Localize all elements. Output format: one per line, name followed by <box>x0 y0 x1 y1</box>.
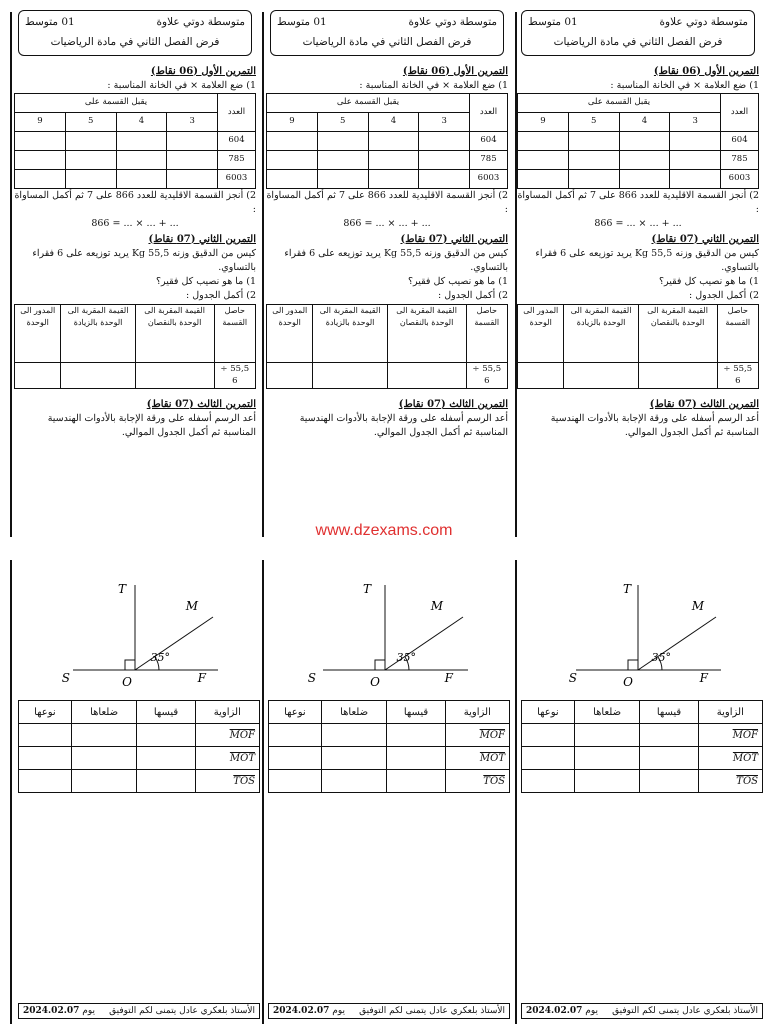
teacher-note: الأستاذ بلعكري عادل يتمنى لكم التوفيق <box>359 1006 505 1016</box>
header-measure: قيسها <box>137 701 195 724</box>
header-quotient: حاصل القسمة <box>466 304 507 362</box>
exercise-1-q1: 1) ضع العلامة × في الخانة المناسبة : <box>107 79 256 91</box>
watermark-link[interactable]: www.dzexams.com <box>315 522 453 539</box>
col-number-header: العدد <box>721 93 759 131</box>
angle-cell: TOS <box>445 770 509 793</box>
angle-cell: MOT <box>195 747 259 770</box>
table-row <box>267 169 508 188</box>
table-row <box>269 747 510 770</box>
divisor-3: 3 <box>167 112 218 131</box>
table-row <box>522 724 763 747</box>
divisor-5: 5 <box>317 112 368 131</box>
rounding-table <box>517 304 759 390</box>
division-cell: 55,5 ÷ 6 <box>717 362 758 389</box>
header-angle: الزاوية <box>698 701 762 724</box>
label-T: T <box>117 582 126 596</box>
table-row <box>267 150 508 169</box>
column-divider <box>10 12 12 537</box>
table-row <box>269 724 510 747</box>
footer <box>521 1003 763 1019</box>
exercise-2-q1: 1) ما هو نصيب كل فقير؟ <box>407 276 508 287</box>
exercise-2-title: التمرين الثاني (07 نقاط) <box>400 233 508 245</box>
exam-column <box>14 10 256 441</box>
column-divider <box>10 560 12 1024</box>
date-label: يوم <box>585 1006 598 1016</box>
exam-header <box>18 10 252 56</box>
table-row <box>518 150 759 169</box>
number-cell: 604 <box>218 131 256 150</box>
divisor-9: 9 <box>267 112 318 131</box>
divisibility-table <box>266 93 508 189</box>
exam-title: فرض الفصل الثاني في مادة الرياضيات <box>553 35 723 48</box>
header-measure: قيسها <box>387 701 445 724</box>
number-cell: 604 <box>721 131 759 150</box>
figure-column <box>268 565 510 793</box>
header-rounded: المدور الى الوحدة <box>267 304 313 362</box>
number-cell: 6003 <box>721 169 759 188</box>
col-divisible-header: يقبل القسمة على <box>15 93 218 112</box>
label-F: F <box>699 671 708 685</box>
exam-title: فرض الفصل الثاني في مادة الرياضيات <box>50 35 220 48</box>
angle-figure <box>521 565 763 700</box>
col-number-header: العدد <box>470 93 508 131</box>
exam-header <box>270 10 504 56</box>
header-quotient: حاصل القسمة <box>214 304 255 362</box>
exercise-2-q2: 2) أكمل الجدول : <box>185 290 256 302</box>
divisor-9: 9 <box>15 112 66 131</box>
divisor-4: 4 <box>116 112 167 131</box>
header-lower: القيمة المقربة الى الوحدة بالنقصان <box>638 304 717 362</box>
number-cell: 785 <box>218 150 256 169</box>
col-divisible-header: يقبل القسمة على <box>267 93 470 112</box>
label-S: S <box>61 671 70 685</box>
label-S: S <box>568 671 577 685</box>
header-sides: ضلعاها <box>574 701 640 724</box>
equality: 866 = ... × ... + ... <box>91 218 179 230</box>
table-row <box>19 724 260 747</box>
table-row <box>522 747 763 770</box>
header-angle: الزاوية <box>195 701 259 724</box>
exam-column <box>517 10 759 441</box>
teacher-note: الأستاذ بلعكري عادل يتمنى لكم التوفيق <box>612 1006 758 1016</box>
table-row <box>15 131 256 150</box>
angle-cell: MOF <box>195 724 259 747</box>
exercise-1-q2: 2) أنجز القسمة الاقليدية للعدد 866 على 7 ثم أكمل المساواة : <box>14 189 256 215</box>
col-divisible-header: يقبل القسمة على <box>518 93 721 112</box>
exercise-3-title: التمرين الثالث (07 نقاط) <box>398 399 508 410</box>
exercise-3-title: التمرين الثالث (07 نقاط) <box>146 399 256 410</box>
exam-date: 2024.02.07 <box>23 1006 80 1016</box>
footer <box>18 1003 260 1019</box>
school-name: متوسطة دوتي علاوة <box>156 16 245 28</box>
exercise-1-q2: 2) أنجز القسمة الاقليدية للعدد 866 على 7 ثم أكمل المساواة : <box>266 189 508 215</box>
exercise-1-title: التمرين الأول (06 نقاط) <box>150 65 256 77</box>
label-S: S <box>307 671 316 685</box>
exercise-3-statement: أعد الرسم أسفله على ورقة الإجابة بالأدوات الهندسية المناسبة ثم أكمل الجدول الموالي. <box>299 413 508 439</box>
table-row <box>267 131 508 150</box>
exam-header <box>521 10 755 56</box>
header-upper: القيمة المقربة الى الوحدة بالزيادة <box>564 304 638 362</box>
label-M: M <box>691 599 704 613</box>
date-label: يوم <box>332 1006 345 1016</box>
divisor-5: 5 <box>65 112 116 131</box>
label-M: M <box>185 599 198 613</box>
table-row <box>19 770 260 793</box>
exercise-1-title: التمرين الأول (06 نقاط) <box>653 65 759 77</box>
header-upper: القيمة المقربة الى الوحدة بالزيادة <box>61 304 135 362</box>
footer <box>268 1003 510 1019</box>
number-cell: 6003 <box>218 169 256 188</box>
table-row <box>15 150 256 169</box>
date-label: يوم <box>82 1006 95 1016</box>
header-sides: ضلعاها <box>321 701 387 724</box>
exercise-2-q1: 1) ما هو نصيب كل فقير؟ <box>155 276 256 287</box>
table-row <box>522 770 763 793</box>
equality: 866 = ... × ... + ... <box>343 218 431 230</box>
divisibility-table <box>517 93 759 189</box>
number-cell: 6003 <box>470 169 508 188</box>
rounding-table <box>266 304 508 390</box>
angle-label: 35° <box>396 651 416 664</box>
school-name: متوسطة دوتي علاوة <box>659 16 748 28</box>
figure-column <box>521 565 763 793</box>
column-divider <box>262 560 264 1024</box>
level: 01 متوسط <box>25 16 75 28</box>
division-cell: 55,5 ÷ 6 <box>214 362 255 389</box>
divisor-9: 9 <box>518 112 569 131</box>
label-T: T <box>622 582 631 596</box>
header-upper: القيمة المقربة الى الوحدة بالزيادة <box>313 304 387 362</box>
level: 01 متوسط <box>528 16 578 28</box>
number-cell: 785 <box>721 150 759 169</box>
exercise-2-statement: كيس من الدقيق وزنه 55,5 Kg يريد توزيعه على 6 فقراء بالتساوي. <box>535 247 759 273</box>
rounding-table <box>14 304 256 390</box>
divisor-3: 3 <box>670 112 721 131</box>
number-cell: 785 <box>470 150 508 169</box>
divisor-3: 3 <box>419 112 470 131</box>
table-row <box>15 169 256 188</box>
exercise-2-statement: كيس من الدقيق وزنه 55,5 Kg يريد توزيعه على 6 فقراء بالتساوي. <box>284 247 508 273</box>
school-name: متوسطة دوتي علاوة <box>408 16 497 28</box>
table-row <box>19 747 260 770</box>
exercise-2-title: التمرين الثاني (07 نقاط) <box>148 233 256 245</box>
table-row <box>518 131 759 150</box>
divisibility-table <box>14 93 256 189</box>
exercise-1-title: التمرين الأول (06 نقاط) <box>402 65 508 77</box>
exercise-1-q2: 2) أنجز القسمة الاقليدية للعدد 866 على 7 ثم أكمل المساواة : <box>517 189 759 215</box>
angle-cell: MOT <box>698 747 762 770</box>
header-type: نوعها <box>269 701 322 724</box>
header-type: نوعها <box>19 701 72 724</box>
label-M: M <box>430 599 443 613</box>
angle-cell: MOT <box>445 747 509 770</box>
exam-date: 2024.02.07 <box>526 1006 583 1016</box>
exercise-2-q1: 1) ما هو نصيب كل فقير؟ <box>658 276 759 287</box>
header-rounded: المدور الى الوحدة <box>15 304 61 362</box>
angle-cell: TOS <box>195 770 259 793</box>
angle-cell: TOS <box>698 770 762 793</box>
table-row <box>518 169 759 188</box>
angle-label: 35° <box>150 651 170 664</box>
header-type: نوعها <box>522 701 575 724</box>
exercise-3-statement: أعد الرسم أسفله على ورقة الإجابة بالأدوات الهندسية المناسبة ثم أكمل الجدول الموالي. <box>47 413 256 439</box>
divisor-4: 4 <box>368 112 419 131</box>
teacher-note: الأستاذ بلعكري عادل يتمنى لكم التوفيق <box>109 1006 255 1016</box>
angle-figure <box>268 565 510 700</box>
header-sides: ضلعاها <box>71 701 137 724</box>
label-F: F <box>197 671 206 685</box>
header-quotient: حاصل القسمة <box>717 304 758 362</box>
exercise-2-title: التمرين الثاني (07 نقاط) <box>651 233 759 245</box>
figure-column <box>18 565 260 793</box>
exercise-2-statement: كيس من الدقيق وزنه 55,5 Kg يريد توزيعه على 6 فقراء بالتساوي. <box>32 247 256 273</box>
column-divider <box>262 12 264 537</box>
column-divider <box>515 560 517 1024</box>
header-measure: قيسها <box>640 701 698 724</box>
label-O: O <box>122 675 132 689</box>
angle-label: 35° <box>651 651 671 664</box>
exam-title: فرض الفصل الثاني في مادة الرياضيات <box>302 35 472 48</box>
level: 01 متوسط <box>277 16 327 28</box>
header-lower: القيمة المقربة الى الوحدة بالنقصان <box>387 304 466 362</box>
exercise-1-q1: 1) ضع العلامة × في الخانة المناسبة : <box>610 79 759 91</box>
exercise-2-q2: 2) أكمل الجدول : <box>437 290 508 302</box>
label-F: F <box>444 671 453 685</box>
angle-table <box>18 700 260 793</box>
table-row <box>269 770 510 793</box>
division-cell: 55,5 ÷ 6 <box>466 362 507 389</box>
angle-cell: MOF <box>445 724 509 747</box>
header-lower: القيمة المقربة الى الوحدة بالنقصان <box>135 304 214 362</box>
header-rounded: المدور الى الوحدة <box>518 304 564 362</box>
exam-date: 2024.02.07 <box>273 1006 330 1016</box>
angle-figure <box>18 565 260 700</box>
angle-cell: MOF <box>698 724 762 747</box>
label-T: T <box>362 582 371 596</box>
exercise-3-statement: أعد الرسم أسفله على ورقة الإجابة بالأدوات الهندسية المناسبة ثم أكمل الجدول الموالي. <box>550 413 759 439</box>
angle-table <box>521 700 763 793</box>
equality: 866 = ... × ... + ... <box>594 218 682 230</box>
exercise-1-q1: 1) ضع العلامة × في الخانة المناسبة : <box>359 79 508 91</box>
header-angle: الزاوية <box>445 701 509 724</box>
exercise-3-title: التمرين الثالث (07 نقاط) <box>649 399 759 410</box>
angle-table <box>268 700 510 793</box>
exercise-2-q2: 2) أكمل الجدول : <box>688 290 759 302</box>
col-number-header: العدد <box>218 93 256 131</box>
divisor-4: 4 <box>619 112 670 131</box>
label-O: O <box>370 675 380 689</box>
divisor-5: 5 <box>568 112 619 131</box>
exam-column <box>266 10 508 441</box>
number-cell: 604 <box>470 131 508 150</box>
label-O: O <box>623 675 633 689</box>
